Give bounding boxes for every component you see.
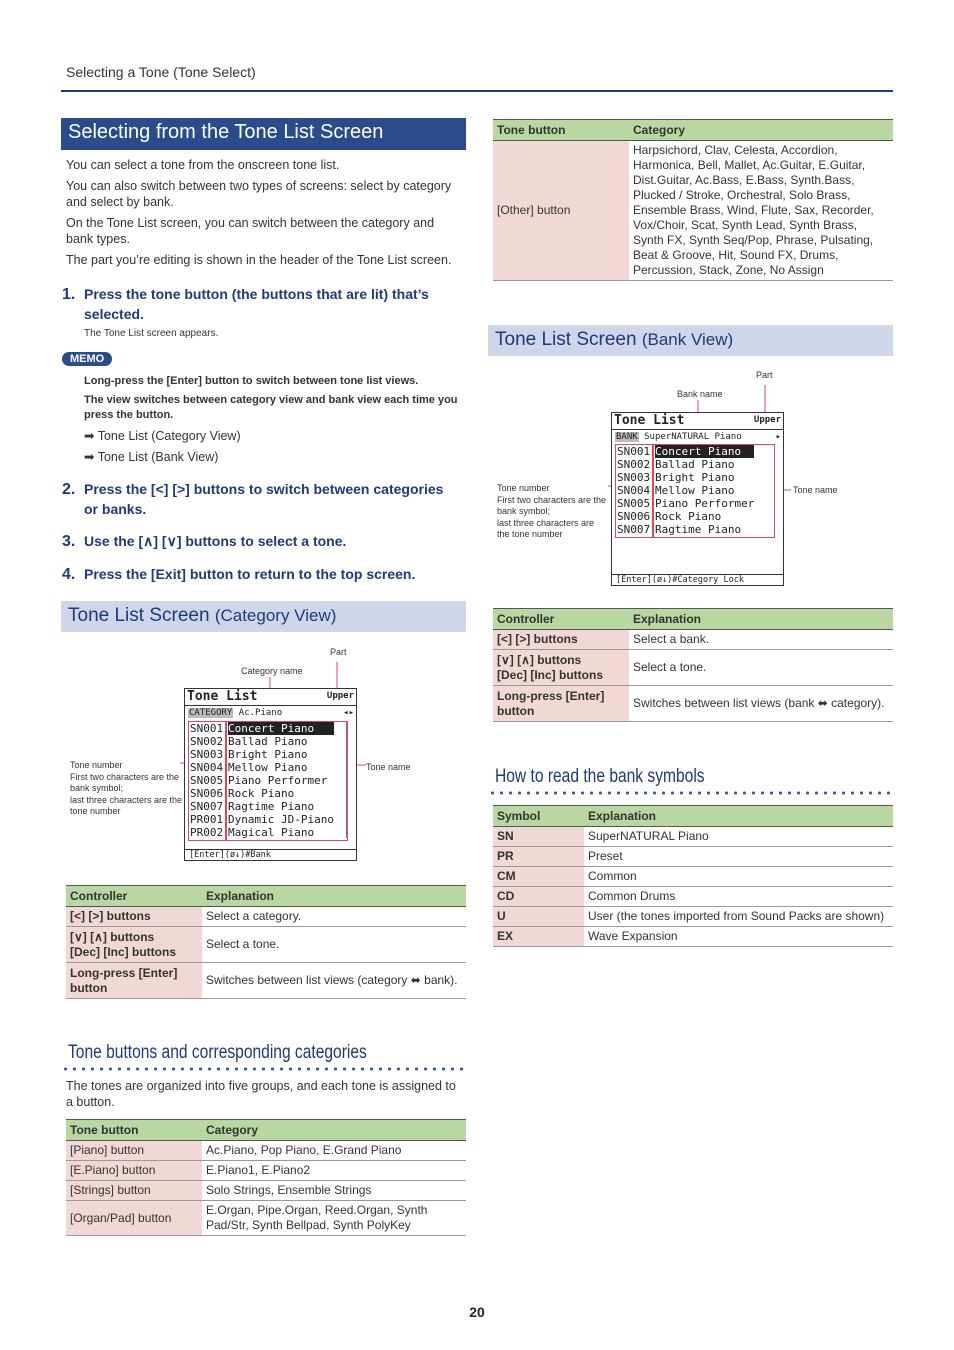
table-cell: PR: [493, 847, 584, 867]
table-row: [66, 1141, 466, 1161]
step-3: [62, 531, 462, 552]
lcd-arrows-icon: ▸: [775, 432, 781, 442]
table-cell: Harpsichord, Clav, Celesta, Accordion, Harmonica, Bell, Mallet, Ac.Guitar, E.Guitar, Dist.Guitar, Ac.Bass, E.Bass, Synth.Bass, Plucked / Stroke, Orchestral, Solo Brass, Ensemble Brass, Wind, Flute, Sax, Recorder, Vox/Choir, Scat, Synth Lead, Synth Brass, Synth FX, Synth Seq/Pop, Phrase, Pulsating, Beat & Groove, Hit, Sound FX, Drums, Percussion, Stack, Zone, No Assign: [629, 141, 893, 281]
step-number: 1.: [62, 286, 76, 303]
table-header: Category: [629, 120, 893, 141]
table-header: Category: [202, 1120, 466, 1141]
lcd-list-item[interactable]: Magical Piano: [228, 826, 315, 839]
intro-line: On the Tone List screen, you can switch between the category and bank types.: [66, 216, 435, 246]
intro-text: [66, 157, 464, 268]
table-row: [66, 907, 466, 927]
table-header-row: [493, 806, 893, 827]
lcd-part: Upper: [753, 415, 781, 425]
tone-buttons-heading: Tone buttons and corresponding categories: [68, 1042, 367, 1063]
table-cell: [<] [>] buttons: [493, 630, 629, 650]
step-4: [62, 564, 462, 585]
lcd-list-item[interactable]: SN002: [190, 735, 224, 748]
bank-view-heading: [488, 325, 893, 356]
memo-link-bank[interactable]: [84, 449, 218, 464]
heading-title: Tone List Screen: [495, 329, 637, 350]
table-row: [493, 847, 893, 867]
table-row: [493, 141, 893, 281]
lcd-number-column: [617, 445, 650, 536]
table-row: [493, 630, 893, 650]
lcd-part: Upper: [326, 691, 354, 701]
table-cell: [<] [>] buttons: [66, 907, 202, 927]
step-number: 2.: [62, 481, 76, 498]
lcd-list-item[interactable]: SN003: [617, 471, 651, 484]
lcd-list-item[interactable]: PR001: [190, 813, 224, 826]
table-cell: Preset: [584, 847, 893, 867]
step-2: [62, 479, 462, 519]
step-text: Press the [Exit] button to return to the top screen.: [84, 566, 416, 582]
lcd-list-item[interactable]: Ballad Piano: [228, 735, 308, 748]
table-row: [493, 686, 893, 722]
table-header: Explanation: [584, 806, 893, 827]
bank-symbols-heading: How to read the bank symbols: [495, 766, 705, 787]
step-number: 3.: [62, 533, 76, 550]
running-header: Selecting a Tone (Tone Select): [66, 64, 256, 80]
table-cell: Select a category.: [202, 907, 466, 927]
intro-line: You can also switch between two types of screens: select by category and select by bank.: [66, 179, 452, 209]
tone-buttons-table: [66, 1119, 466, 1236]
table-cell: Common Drums: [584, 887, 893, 907]
heading-subtitle: (Bank View): [641, 330, 734, 349]
table-cell: EX: [493, 927, 584, 947]
lcd-list-item[interactable]: SN006: [190, 787, 224, 800]
lcd-tag: BANK: [616, 432, 638, 442]
lcd-footer: [Enter](ø↓)#Category Lock: [612, 574, 783, 585]
category-controller-table: [66, 885, 466, 999]
lcd-list-item[interactable]: Ballad Piano: [655, 458, 735, 471]
lcd-list-item[interactable]: SN006: [617, 510, 651, 523]
memo-link-category[interactable]: [84, 428, 241, 443]
table-header: Tone button: [493, 120, 629, 141]
lcd-list-item[interactable]: SN004: [190, 761, 224, 774]
table-cell: [∨] [∧] buttons [Dec] [Inc] buttons: [493, 650, 629, 686]
step-text: Use the [∧] [∨] buttons to select a tone.: [84, 533, 347, 549]
lcd-list-item[interactable]: SN004: [617, 484, 651, 497]
lcd-list-item[interactable]: SN002: [617, 458, 651, 471]
step-text: Press the [<] [>] buttons to switch between categories or banks.: [84, 481, 444, 517]
lcd-footer: [Enter](ø↓)#Bank: [185, 849, 356, 860]
tone-number-label: Tone number First two characters are the bank symbol; last three characters are the tone number: [70, 760, 183, 816]
table-cell: SN: [493, 827, 584, 847]
lcd-list-item[interactable]: SN007: [617, 523, 651, 536]
lcd-category-view: [184, 688, 357, 861]
table-row: [66, 1181, 466, 1201]
lcd-selector-row[interactable]: [185, 707, 356, 720]
lcd-list-item[interactable]: Mellow Piano: [655, 484, 735, 497]
category-view-heading: [61, 601, 466, 632]
table-header: Controller: [66, 886, 202, 907]
step-number: 4.: [62, 566, 76, 583]
table-cell: E.Piano1, E.Piano2: [202, 1161, 466, 1181]
lcd-list-item[interactable]: Dynamic JD-Piano: [228, 813, 334, 826]
intro-line: The part you’re editing is shown in the header of the Tone List screen.: [66, 253, 452, 267]
part-label: Part: [756, 370, 773, 380]
table-row: [493, 650, 893, 686]
bank-name-label: Bank name: [677, 389, 723, 399]
lcd-list-item[interactable]: Ragtime Piano: [228, 800, 315, 813]
table-header: Explanation: [202, 886, 466, 907]
table-cell: Ac.Piano, Pop Piano, E.Grand Piano: [202, 1141, 466, 1161]
link-text: Tone List (Category View): [97, 429, 241, 443]
table-cell: Select a tone.: [202, 927, 466, 963]
tone-name-label: Tone name: [366, 762, 411, 772]
lcd-list-item[interactable]: SN005: [617, 497, 651, 510]
table-header: Symbol: [493, 806, 584, 827]
table-cell: Wave Expansion: [584, 927, 893, 947]
table-cell: Common: [584, 867, 893, 887]
step-text: Press the tone button (the buttons that are lit) that’s selected.: [84, 286, 429, 322]
table-cell: U: [493, 907, 584, 927]
main-title: Selecting from the Tone List Screen: [61, 118, 466, 150]
table-cell: [E.Piano] button: [66, 1161, 202, 1181]
table-cell: Solo Strings, Ensemble Strings: [202, 1181, 466, 1201]
lcd-selector-row[interactable]: [612, 431, 783, 444]
lcd-number-column: [190, 722, 223, 839]
table-cell: Long-press [Enter] button: [66, 963, 202, 999]
table-header-row: [66, 886, 466, 907]
step-1-note: The Tone List screen appears.: [84, 328, 219, 339]
table-cell: [Piano] button: [66, 1141, 202, 1161]
table-cell: CM: [493, 867, 584, 887]
table-cell: SuperNATURAL Piano: [584, 827, 893, 847]
table-cell: [Other] button: [493, 141, 629, 281]
step-1: [62, 284, 462, 324]
lcd-list-item[interactable]: Piano Performer: [655, 497, 755, 510]
table-cell: User (the tones imported from Sound Packs are shown): [584, 907, 893, 927]
table-row: [66, 963, 466, 999]
lcd-list-item[interactable]: Concert Piano: [228, 722, 334, 735]
lcd-header: [612, 413, 783, 430]
dotted-rule: [61, 1067, 466, 1071]
arrow-right-icon: ➡: [84, 450, 98, 464]
memo-badge: MEMO: [62, 352, 112, 366]
table-header-row: [66, 1120, 466, 1141]
table-row: [493, 887, 893, 907]
tone-name-label: Tone name: [793, 485, 838, 495]
table-cell: Select a bank.: [629, 630, 893, 650]
heading-subtitle: (Category View): [214, 606, 337, 625]
intro-line: You can select a tone from the onscreen tone list.: [66, 158, 340, 172]
lcd-list-item[interactable]: Ragtime Piano: [655, 523, 742, 536]
lcd-tag: CATEGORY: [189, 708, 233, 718]
bank-controller-table: [493, 608, 893, 722]
memo-line-1: Long-press the [Enter] button to switch between tone list views.: [84, 375, 419, 387]
table-cell: [Strings] button: [66, 1181, 202, 1201]
lcd-selector: SuperNATURAL Piano: [644, 432, 742, 442]
table-row: [493, 827, 893, 847]
table-cell: CD: [493, 887, 584, 907]
memo-line-2: The view switches between category view and bank view each time you press the button.: [84, 394, 458, 421]
header-rule: [61, 90, 893, 92]
arrow-right-icon: ➡: [84, 429, 98, 443]
lcd-list-item[interactable]: Mellow Piano: [228, 761, 308, 774]
lcd-list-item[interactable]: SN001: [617, 445, 651, 458]
lcd-header: [185, 689, 356, 706]
lcd-list-item[interactable]: PR002: [190, 826, 224, 839]
table-header: Controller: [493, 609, 629, 630]
table-header: Explanation: [629, 609, 893, 630]
part-label: Part: [330, 647, 347, 657]
lcd-list-item[interactable]: Bright Piano: [655, 471, 735, 484]
lcd-selector: Ac.Piano: [238, 708, 283, 718]
table-row: [493, 927, 893, 947]
lcd-scrollbar[interactable]: [346, 722, 352, 838]
table-cell: Switches between list views (bank ⬌ category).: [629, 686, 893, 722]
table-row: [493, 867, 893, 887]
table-row: [66, 927, 466, 963]
other-button-table: [493, 119, 893, 281]
table-cell: Long-press [Enter] button: [493, 686, 629, 722]
lcd-name-column: [655, 445, 754, 536]
lcd-list-item[interactable]: Rock Piano: [655, 510, 722, 523]
table-row: [66, 1201, 466, 1236]
link-text: Tone List (Bank View): [97, 450, 219, 464]
table-cell: Switches between list views (category ⬌ bank).: [202, 963, 466, 999]
lcd-list-item[interactable]: Concert Piano: [655, 445, 754, 458]
category-name-label: Category name: [241, 666, 303, 676]
table-row: [493, 907, 893, 927]
dotted-rule: [488, 791, 893, 795]
lcd-list-item[interactable]: SN007: [190, 800, 224, 813]
table-cell: Select a tone.: [629, 650, 893, 686]
lcd-title: Tone List: [614, 413, 685, 428]
lcd-bank-view: [611, 412, 784, 586]
table-cell: [Organ/Pad] button: [66, 1201, 202, 1236]
tone-buttons-intro: The tones are organized into five groups, and each tone is assigned to a button.: [66, 1079, 456, 1109]
tone-number-label: Tone number First two characters are the bank symbol; last three characters are the tone number: [497, 483, 607, 539]
lcd-list-item[interactable]: Rock Piano: [228, 787, 295, 800]
lcd-list-item[interactable]: Piano Performer: [228, 774, 328, 787]
table-row: [66, 1161, 466, 1181]
heading-title: Tone List Screen: [68, 605, 210, 626]
page-number: 20: [469, 1304, 485, 1320]
table-cell: E.Organ, Pipe.Organ, Reed.Organ, Synth Pad/Str, Synth Bellpad, Synth PolyKey: [202, 1201, 466, 1236]
bank-symbols-table: [493, 805, 893, 947]
lcd-list-item[interactable]: SN003: [190, 748, 224, 761]
lcd-list-item[interactable]: Bright Piano: [228, 748, 308, 761]
table-header-row: [493, 609, 893, 630]
lcd-title: Tone List: [187, 689, 258, 704]
table-header-row: [493, 120, 893, 141]
lcd-list-item[interactable]: SN005: [190, 774, 224, 787]
lcd-arrows-icon: ◂▸: [343, 708, 354, 718]
table-header: Tone button: [66, 1120, 202, 1141]
lcd-list-item[interactable]: SN001: [190, 722, 224, 735]
table-cell: [∨] [∧] buttons [Dec] [Inc] buttons: [66, 927, 202, 963]
lcd-name-column: [228, 722, 334, 839]
